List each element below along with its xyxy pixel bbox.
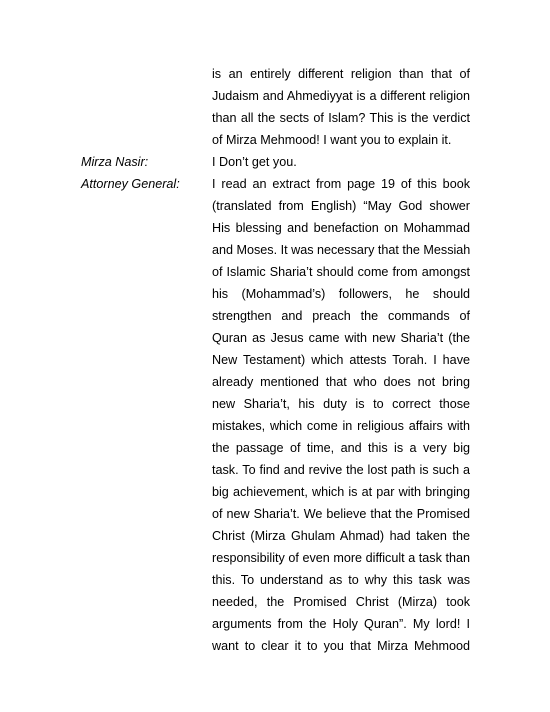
statement-line: of new Sharia’t. We believe that the Promised [212, 507, 470, 521]
statement-line: needed, the Promised Christ (Mirza) took [212, 595, 470, 609]
statement-line: and Moses. It was necessary that the Messiah [212, 243, 471, 257]
statement-line: his (Mohammad’s) followers, he should [212, 287, 470, 301]
statement-line: I read an extract from page 19 of this book [212, 177, 470, 191]
statement-line: His blessing and benefaction on Mohammad [212, 221, 470, 235]
continuation-line: is an entirely different religion than that of [212, 67, 470, 81]
statement-line: arguments from the Holy Quran”. My lord! I [212, 617, 470, 631]
statement-line: already mentioned that who does not bring [212, 375, 470, 389]
statement-line: Quran as Jesus came with new Sharia’t (the [212, 331, 470, 345]
continuation-line: than all the sects of Islam? This is the verdict [212, 111, 470, 125]
statement-line: I Don’t get you. [212, 155, 297, 169]
speaker-label: Mirza Nasir: [81, 155, 149, 169]
statement-line: new Sharia’t, his duty is to correct those [212, 397, 470, 411]
continuation-line: of Mirza Mehmood! I want you to explain it. [212, 133, 452, 147]
statement-line: the passage of time, and this is a very big [212, 441, 470, 455]
statement-line: of Islamic Sharia’t should come from amongst [212, 265, 470, 279]
statement-line: (translated from English) “May God shower [212, 199, 470, 213]
statement-line: big achievement, which is at par with bringing [212, 485, 470, 499]
continuation-line: Judaism and Ahmediyyat is a different religion [212, 89, 470, 103]
statement-line: New Testament) which attests Torah. I have [212, 353, 470, 367]
statement-line: task. To find and revive the lost path is such a [212, 463, 470, 477]
statement-line: want to clear it to you that Mirza Mehmood [212, 639, 470, 653]
statement-line: this. To understand as to why this task was [212, 573, 470, 587]
statement-line: Christ (Mirza Ghulam Ahmad) had taken the [212, 529, 470, 543]
statement-line: strengthen and preach the commands of [212, 309, 470, 323]
speaker-label: Attorney General: [81, 177, 180, 191]
statement-line: mistakes, which come in religious affairs with [212, 419, 470, 433]
statement-line: responsibility of even more difficult a task than [212, 551, 470, 565]
